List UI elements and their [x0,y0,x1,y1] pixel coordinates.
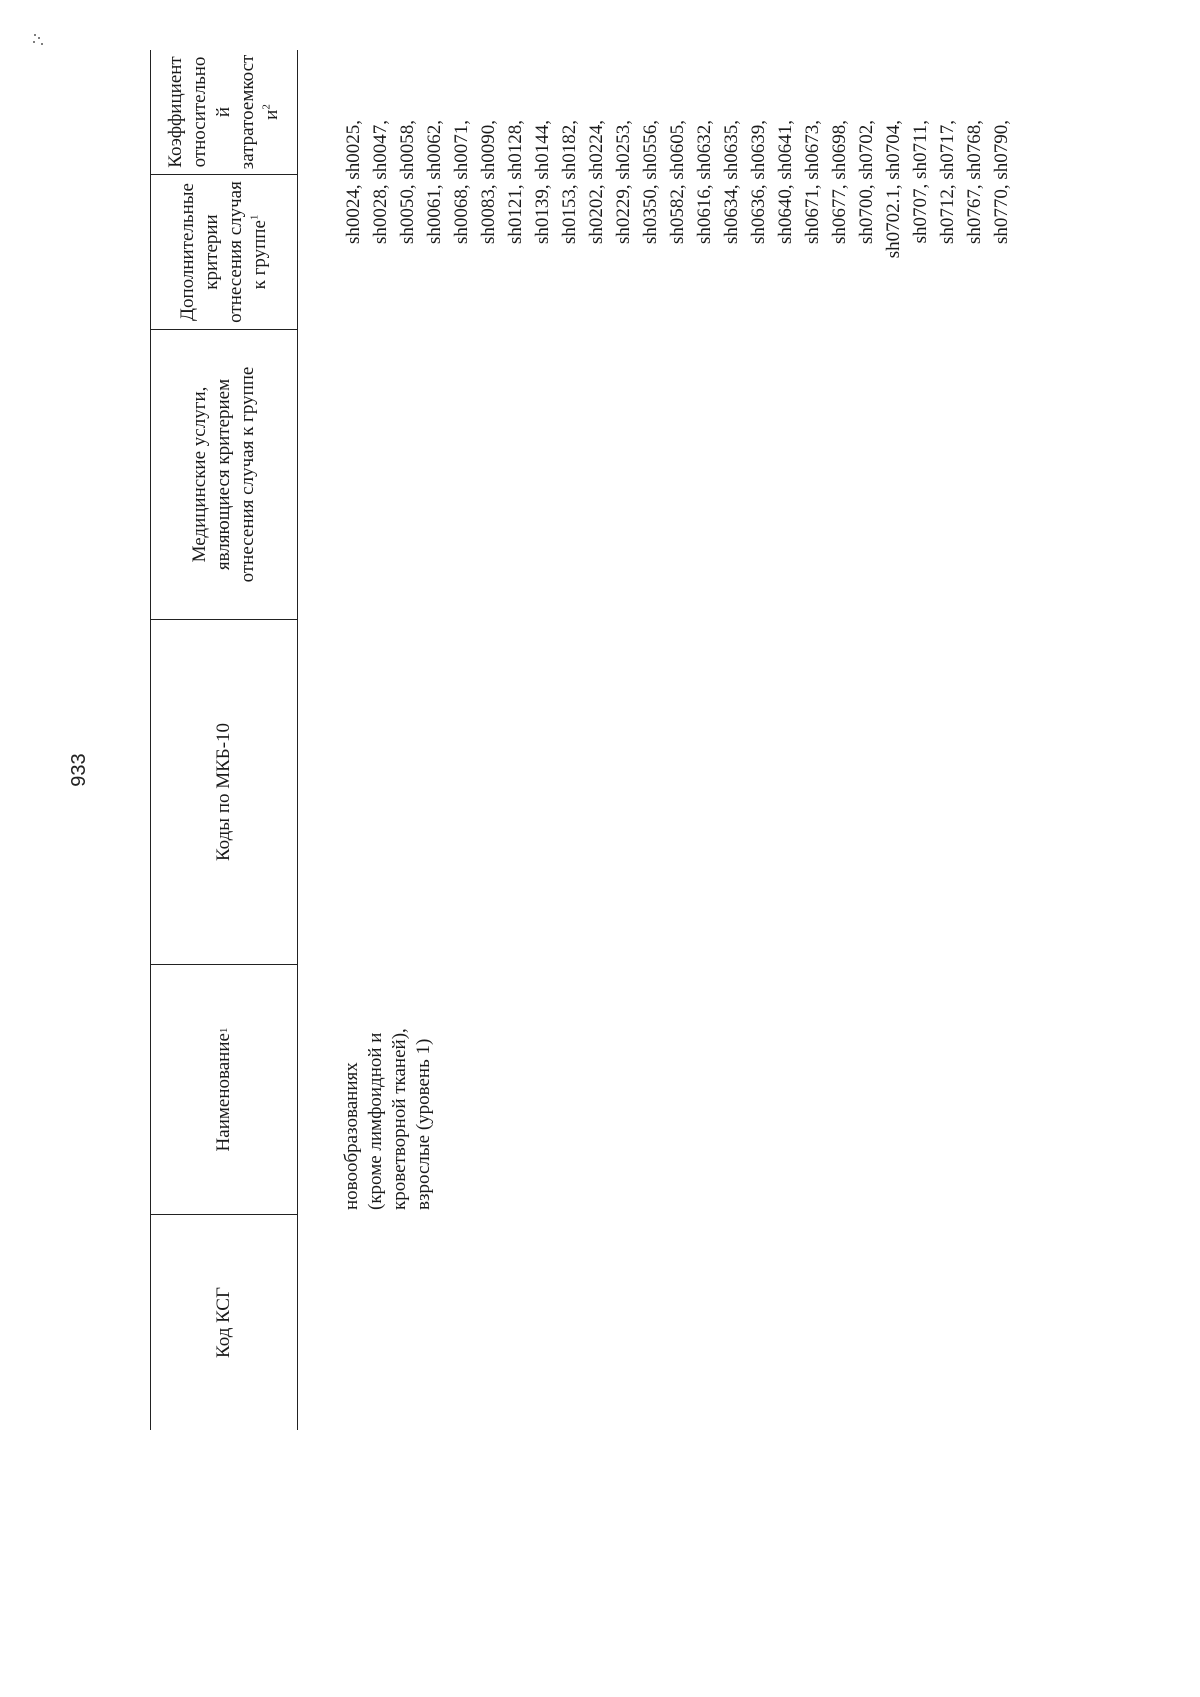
name-line: кроветворной тканей), [389,1028,410,1210]
criteria-code-line: sh0028, sh0047, [370,120,391,245]
criteria-code-line: sh0350, sh0556, [640,120,661,245]
name-line: новообразованиях [341,1062,362,1210]
criteria-code-line: sh0707, sh0711, [910,120,931,244]
criteria-code-line: sh0700, sh0702, [856,120,877,245]
criteria-code-line: sh0671, sh0673, [802,120,823,245]
criteria-code-line: sh0121, sh0128, [505,120,526,245]
scan-speck [32,34,50,48]
page-number: 933 [68,753,90,787]
header-name: Наименование 1 [151,965,297,1215]
table-header [150,50,298,1430]
criteria-code-line: sh0634, sh0635, [721,120,742,245]
row-name [340,960,436,1210]
criteria-code-line: sh0068, sh0071, [451,120,472,245]
name-line: взрослые (уровень 1) [413,1038,434,1210]
header-icd10-codes: Коды по МКБ-10 [151,620,297,965]
row-additional-criteria [340,120,1015,360]
criteria-code-line: sh0061, sh0062, [424,120,445,245]
table-row [340,50,1010,1430]
header-additional-criteria: Дополнительные критерии отнесения случая к группе$^1$ [151,175,297,330]
header-cost-coefficient: Коэффициент относительно й затратоемкост $и^2$ [151,50,297,175]
criteria-code-line: sh0202, sh0224, [586,120,607,245]
criteria-code-line: sh0677, sh0698, [829,120,850,245]
criteria-code-line: sh0636, sh0639, [748,120,769,245]
header-ksg-code: Код КСГ [213,1287,234,1358]
criteria-code-line: sh0582, sh0605, [667,120,688,245]
criteria-code-line: sh0229, sh0253, [613,120,634,245]
criteria-code-line: sh0024, sh0025, [343,120,364,245]
rotated-page [68,50,1012,1430]
criteria-code-line: sh0770, sh0790, [991,120,1012,245]
header-medical-services: Медицинские услуги, являющиеся критерием отнесения случая к группе [151,330,297,620]
criteria-code-line: sh0767, sh0768, [964,120,985,245]
criteria-code-line: sh0083, sh0090, [478,120,499,245]
criteria-code-line: sh0139, sh0144, [532,120,553,245]
criteria-code-line: sh0153, sh0182, [559,120,580,245]
criteria-code-line: sh0050, sh0058, [397,120,418,245]
criteria-code-line: sh0616, sh0632, [694,120,715,245]
criteria-code-line: sh0640, sh0641, [775,120,796,245]
criteria-code-line: sh0712, sh0717, [937,120,958,245]
criteria-code-line: sh0702.1, sh0704, [883,120,904,259]
name-line: (кроме лимфоидной и [365,1032,386,1210]
